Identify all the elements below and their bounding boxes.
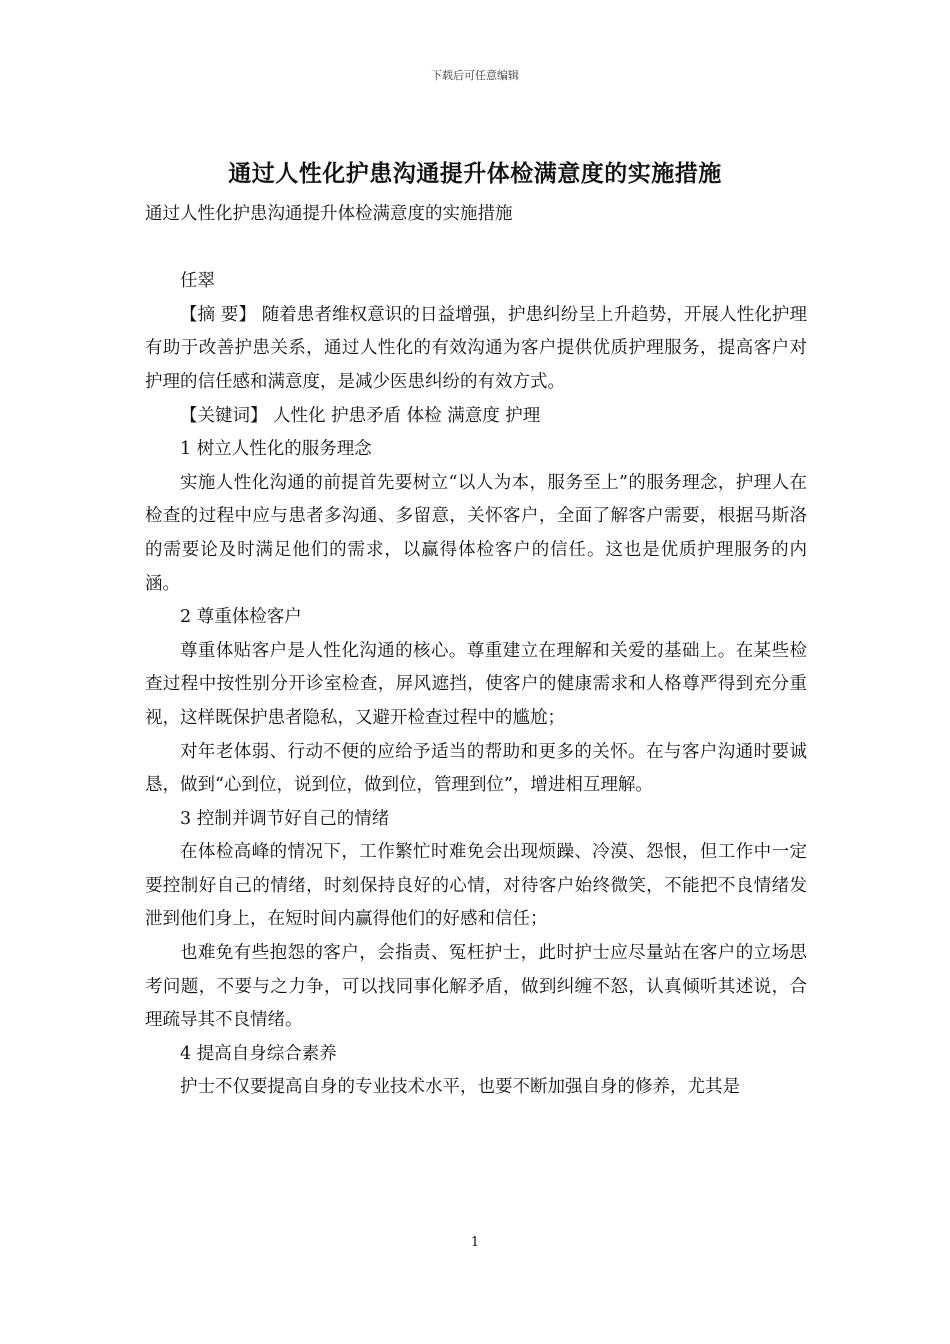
document-title: 通过人性化护患沟通提升体检满意度的实施措施: [228, 160, 722, 187]
body-paragraph: 护士不仅要提高自身的专业技术水平，也要不断加强自身的修养，尤其是: [180, 1077, 740, 1098]
body-paragraph: 实施人性化沟通的前提首先要树立“以人为本，服务至上”的服务理念，护理人在检查的过程中应与患者多沟通、多留意，关怀客户，全面了解客户需要，根据马斯洛的需要论及时满足他们的需求，以赢得体检客户的信任。这也是优质护理服务的内涵。: [145, 472, 807, 594]
author-name: 任翠: [180, 271, 215, 292]
document-body: [145, 198, 807, 1105]
body-paragraph: 也难免有些抱怨的客户，会指责、冤枉护士，此时护士应尽量站在客户的立场思考问题，不要与之力争，可以找同事化解矛盾，做到纠缠不怒，认真倾听其述说，合理疏导其不良情绪。: [145, 943, 807, 1031]
document-subtitle: 通过人性化护患沟通提升体检满意度的实施措施: [145, 204, 513, 224]
body-paragraph: 对年老体弱、行动不便的应给予适当的帮助和更多的关怀。在与客户沟通时要诚恳，做到“心到位，说到位，做到位，管理到位”，增进相互理解。: [145, 741, 807, 796]
body-paragraph: 在体检高峰的情况下，工作繁忙时难免会出现烦躁、冷漠、怨恨，但工作中一定要控制好自己的情绪，时刻保持良好的心情，对待客户始终微笑，不能把不良情绪发泄到他们身上，在短时间内赢得他们的好感和信任；: [145, 842, 807, 930]
keywords-line: 【关键词】 人性化 护患矛盾 体检 满意度 护理: [180, 405, 541, 426]
section-heading: 2 尊重体检客户: [180, 607, 302, 628]
page-number: 1: [470, 1235, 480, 1250]
section-heading: 4 提高自身综合素养: [180, 1043, 337, 1064]
section-heading: 3 控制并调节好自己的情绪: [180, 808, 390, 829]
section-heading: 1 树立人性化的服务理念: [180, 439, 372, 460]
page-header: 下载后可任意编辑: [431, 69, 519, 82]
body-paragraph: 尊重体贴客户是人性化沟通的核心。尊重建立在理解和关爱的基础上。在某些检查过程中按性别分开诊室检查，屏风遮挡，使客户的健康需求和人格尊严得到充分重视，这样既保护患者隐私，又避开检查过程中的尴尬；: [145, 640, 807, 728]
abstract-paragraph: 【摘 要】 随着患者维权意识的日益增强，护患纠纷呈上升趋势，开展人性化护理有助于改善护患关系，通过人性化的有效沟通为客户提供优质护理服务，提高客户对护理的信任感和满意度，是减少医患纠纷的有效方式。: [145, 304, 807, 392]
